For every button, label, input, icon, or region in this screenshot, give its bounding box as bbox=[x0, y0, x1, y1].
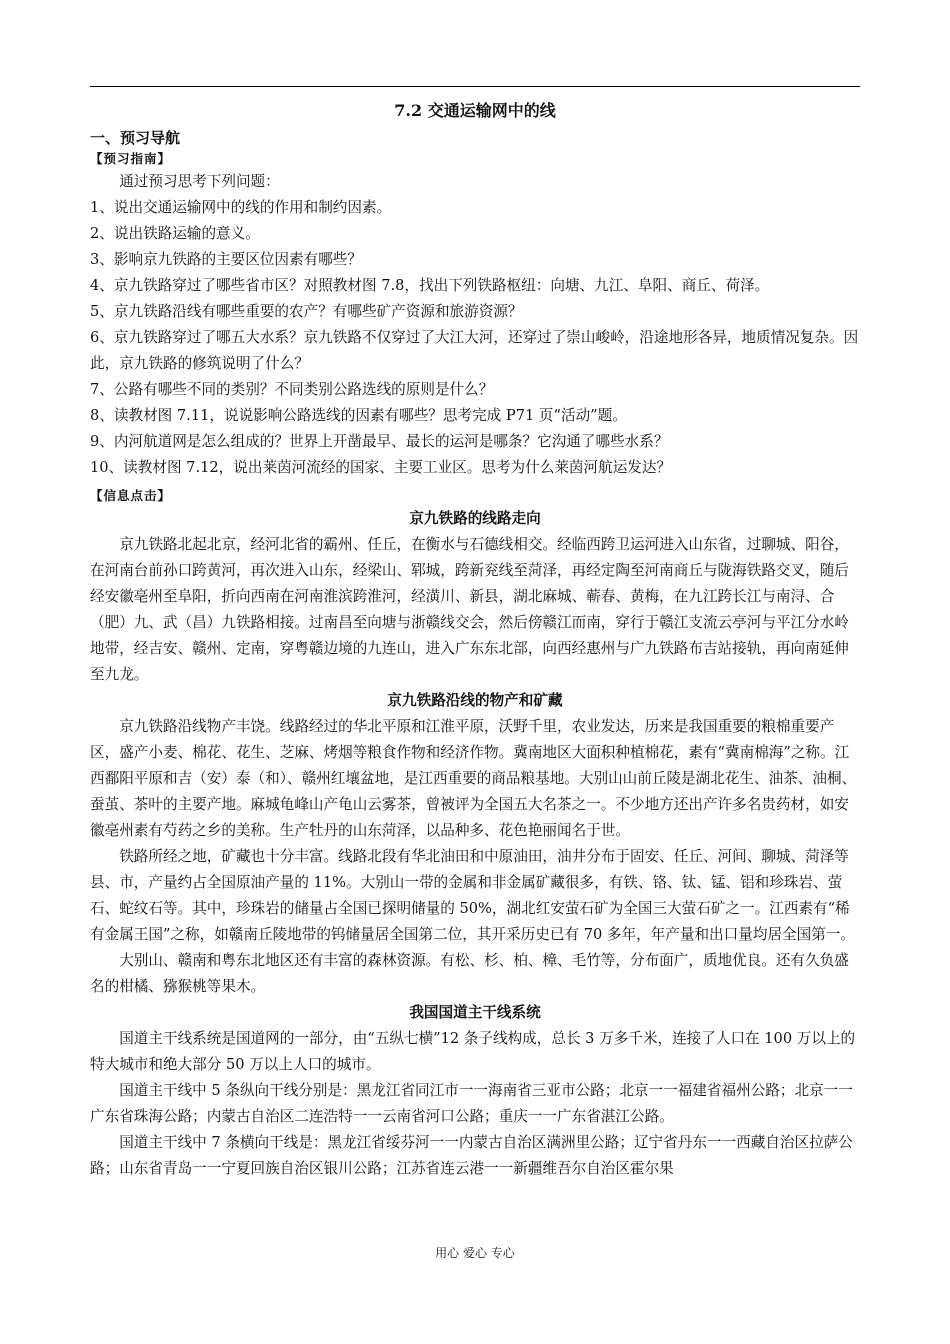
highways-paragraph-3: 国道主干线中 7 条横向干线是：黑龙江省绥芬河一一内蒙古自治区满洲里公路；辽宁省丹东一一西藏自治区拉萨公路；山东省青岛一一宁夏回族自治区银川公路；江苏省连云港一一新疆维吾尔自治区霍尔果 bbox=[90, 1134, 853, 1177]
route-heading: 京九铁路的线路走向 bbox=[409, 510, 541, 527]
preview-guide bbox=[90, 149, 860, 481]
question-8: 8、读教材图 7.11，说说影响公路选线的因素有哪些？思考完成 P71 页“活动”题。 bbox=[90, 407, 627, 424]
question-4: 4、京九铁路穿过了哪些省市区？对照教材图 7.8，找出下列铁路枢纽：向塘、九江、阜阳、商丘、荷泽。 bbox=[90, 277, 770, 294]
question-1: 1、说出交通运输网中的线的作用和制约因素。 bbox=[90, 199, 392, 216]
products-paragraph-2: 铁路所经之地，矿藏也十分丰富。线路北段有华北油田和中原油田，油井分布于固安、任丘、河间、聊城、菏泽等县、市，产量约占全国原油产量的 11%。大别山一带的金属和非金属矿藏很多，有铁、铬、钛、锰、铝和珍珠岩、萤石、蛇纹石等。其中，珍珠岩的储量占全国已探明储量的 50%，湖北红安萤石矿为全国三大萤石矿之一。江西素有“稀有金属王国”之称，如赣南丘陵地带的钨储量居全国第二位，其开采历史已有 70 多年，年产量和出口量均居全国第一。 bbox=[90, 848, 856, 943]
info-section bbox=[90, 486, 860, 1182]
question-5: 5、京九铁路沿线有哪些重要的农产？有哪些矿产资源和旅游资源？ bbox=[90, 303, 523, 320]
guide-tag: 【预习指南】 bbox=[90, 151, 172, 166]
page-footer: 用心 爱心 专心 bbox=[435, 1246, 515, 1260]
guide-questions bbox=[90, 169, 860, 481]
guide-intro: 通过预习思考下列问题： bbox=[119, 173, 280, 190]
question-7: 7、公路有哪些不同的类别？不同类别公路选线的原则是什么？ bbox=[90, 381, 494, 398]
products-paragraph-1: 京九铁路沿线物产丰饶。线路经过的华北平原和江淮平原，沃野千里，农业发达，历来是我国重要的粮棉重要产区，盛产小麦、棉花、花生、芝麻、烤烟等粮食作物和经济作物。冀南地区大面积种植棉花，素有“冀南棉海”之称。江西鄱阳平原和吉（安）泰（和）、赣州红壤盆地，是江西重要的商品粮基地。大别山山前丘陵是湖北花生、油茶、油桐、蚕茧、茶叶的主要产地。麻城龟峰山产龟山云雾茶，曾被评为全国五大名茶之一。不少地方还出产许多名贵药材，如安徽亳州素有芍药之乡的美称。生产牡丹的山东菏泽，以品种多、花色艳丽闻名于世。 bbox=[90, 718, 857, 839]
highways-heading: 我国国道主干线系统 bbox=[409, 1004, 541, 1021]
question-10: 10、读教材图 7.12，说出莱茵河流经的国家、主要工业区。思考为什么莱茵河航运发达？ bbox=[90, 459, 672, 476]
route-paragraph: 京九铁路北起北京，经河北省的霸州、任丘，在衡水与石德线相交。经临西跨卫运河进入山东省，过聊城、阳谷，在河南台前孙口跨黄河，再次进入山东，经梁山、郓城，跨新兖线至菏泽，再经定陶至河南商丘与陇海铁路交叉，随后经安徽亳州至阜阳，折向西南在河南淮滨跨淮河，经潢川、新县，湖北麻城、蕲春、黄梅，在九江跨长江与南浔、合（肥）九、武（昌）九铁路相接。过南昌至向塘与浙赣线交会，然后傍赣江而南，穿行于赣江支流云亭河与平江分水岭地带，经吉安、赣州、定南，穿粤赣边境的九连山，进入广东东北部，向西经惠州与广九铁路布吉站接轨，再向南延伸至九龙。 bbox=[90, 536, 849, 683]
question-3: 3、影响京九铁路的主要区位因素有哪些？ bbox=[90, 251, 362, 268]
info-tag: 【信息点击】 bbox=[90, 488, 172, 503]
section-heading: 一、预习导航 bbox=[90, 129, 181, 147]
page-title: 7.2 交通运输网中的线 bbox=[394, 101, 556, 120]
question-2: 2、说出铁路运输的意义。 bbox=[90, 225, 260, 242]
products-heading: 京九铁路沿线的物产和矿藏 bbox=[387, 692, 563, 709]
products-paragraph-3: 大别山、赣南和粤东北地区还有丰富的森林资源。有松、杉、柏、樟、毛竹等，分布面广，质地优良。还有久负盛名的柑橘、猕猴桃等果木。 bbox=[90, 952, 849, 995]
question-9: 9、内河航道网是怎么组成的？世界上开凿最早、最长的运河是哪条？它沟通了哪些水系？ bbox=[90, 433, 669, 450]
highways-paragraph-2: 国道主干线中 5 条纵向干线分别是：黑龙江省同江市一一海南省三亚市公路；北京一一福建省福州公路；北京一一广东省珠海公路；内蒙古自治区二连浩特一一云南省河口公路；重庆一一广东省湛江公路。 bbox=[90, 1082, 853, 1125]
highways-paragraph-1: 国道主干线系统是国道网的一部分，由“五纵七横”12 条子线构成，总长 3 万多千米，连接了人口在 100 万以上的特大城市和绝大部分 50 万以上人口的城市。 bbox=[90, 1030, 856, 1073]
header-rule bbox=[90, 86, 860, 87]
question-6: 6、京九铁路穿过了哪五大水系？京九铁路不仅穿过了大江大河，还穿过了崇山峻岭，沿途地形各异，地质情况复杂。因此，京九铁路的修筑说明了什么？ bbox=[90, 329, 859, 372]
info-body bbox=[90, 506, 860, 1182]
